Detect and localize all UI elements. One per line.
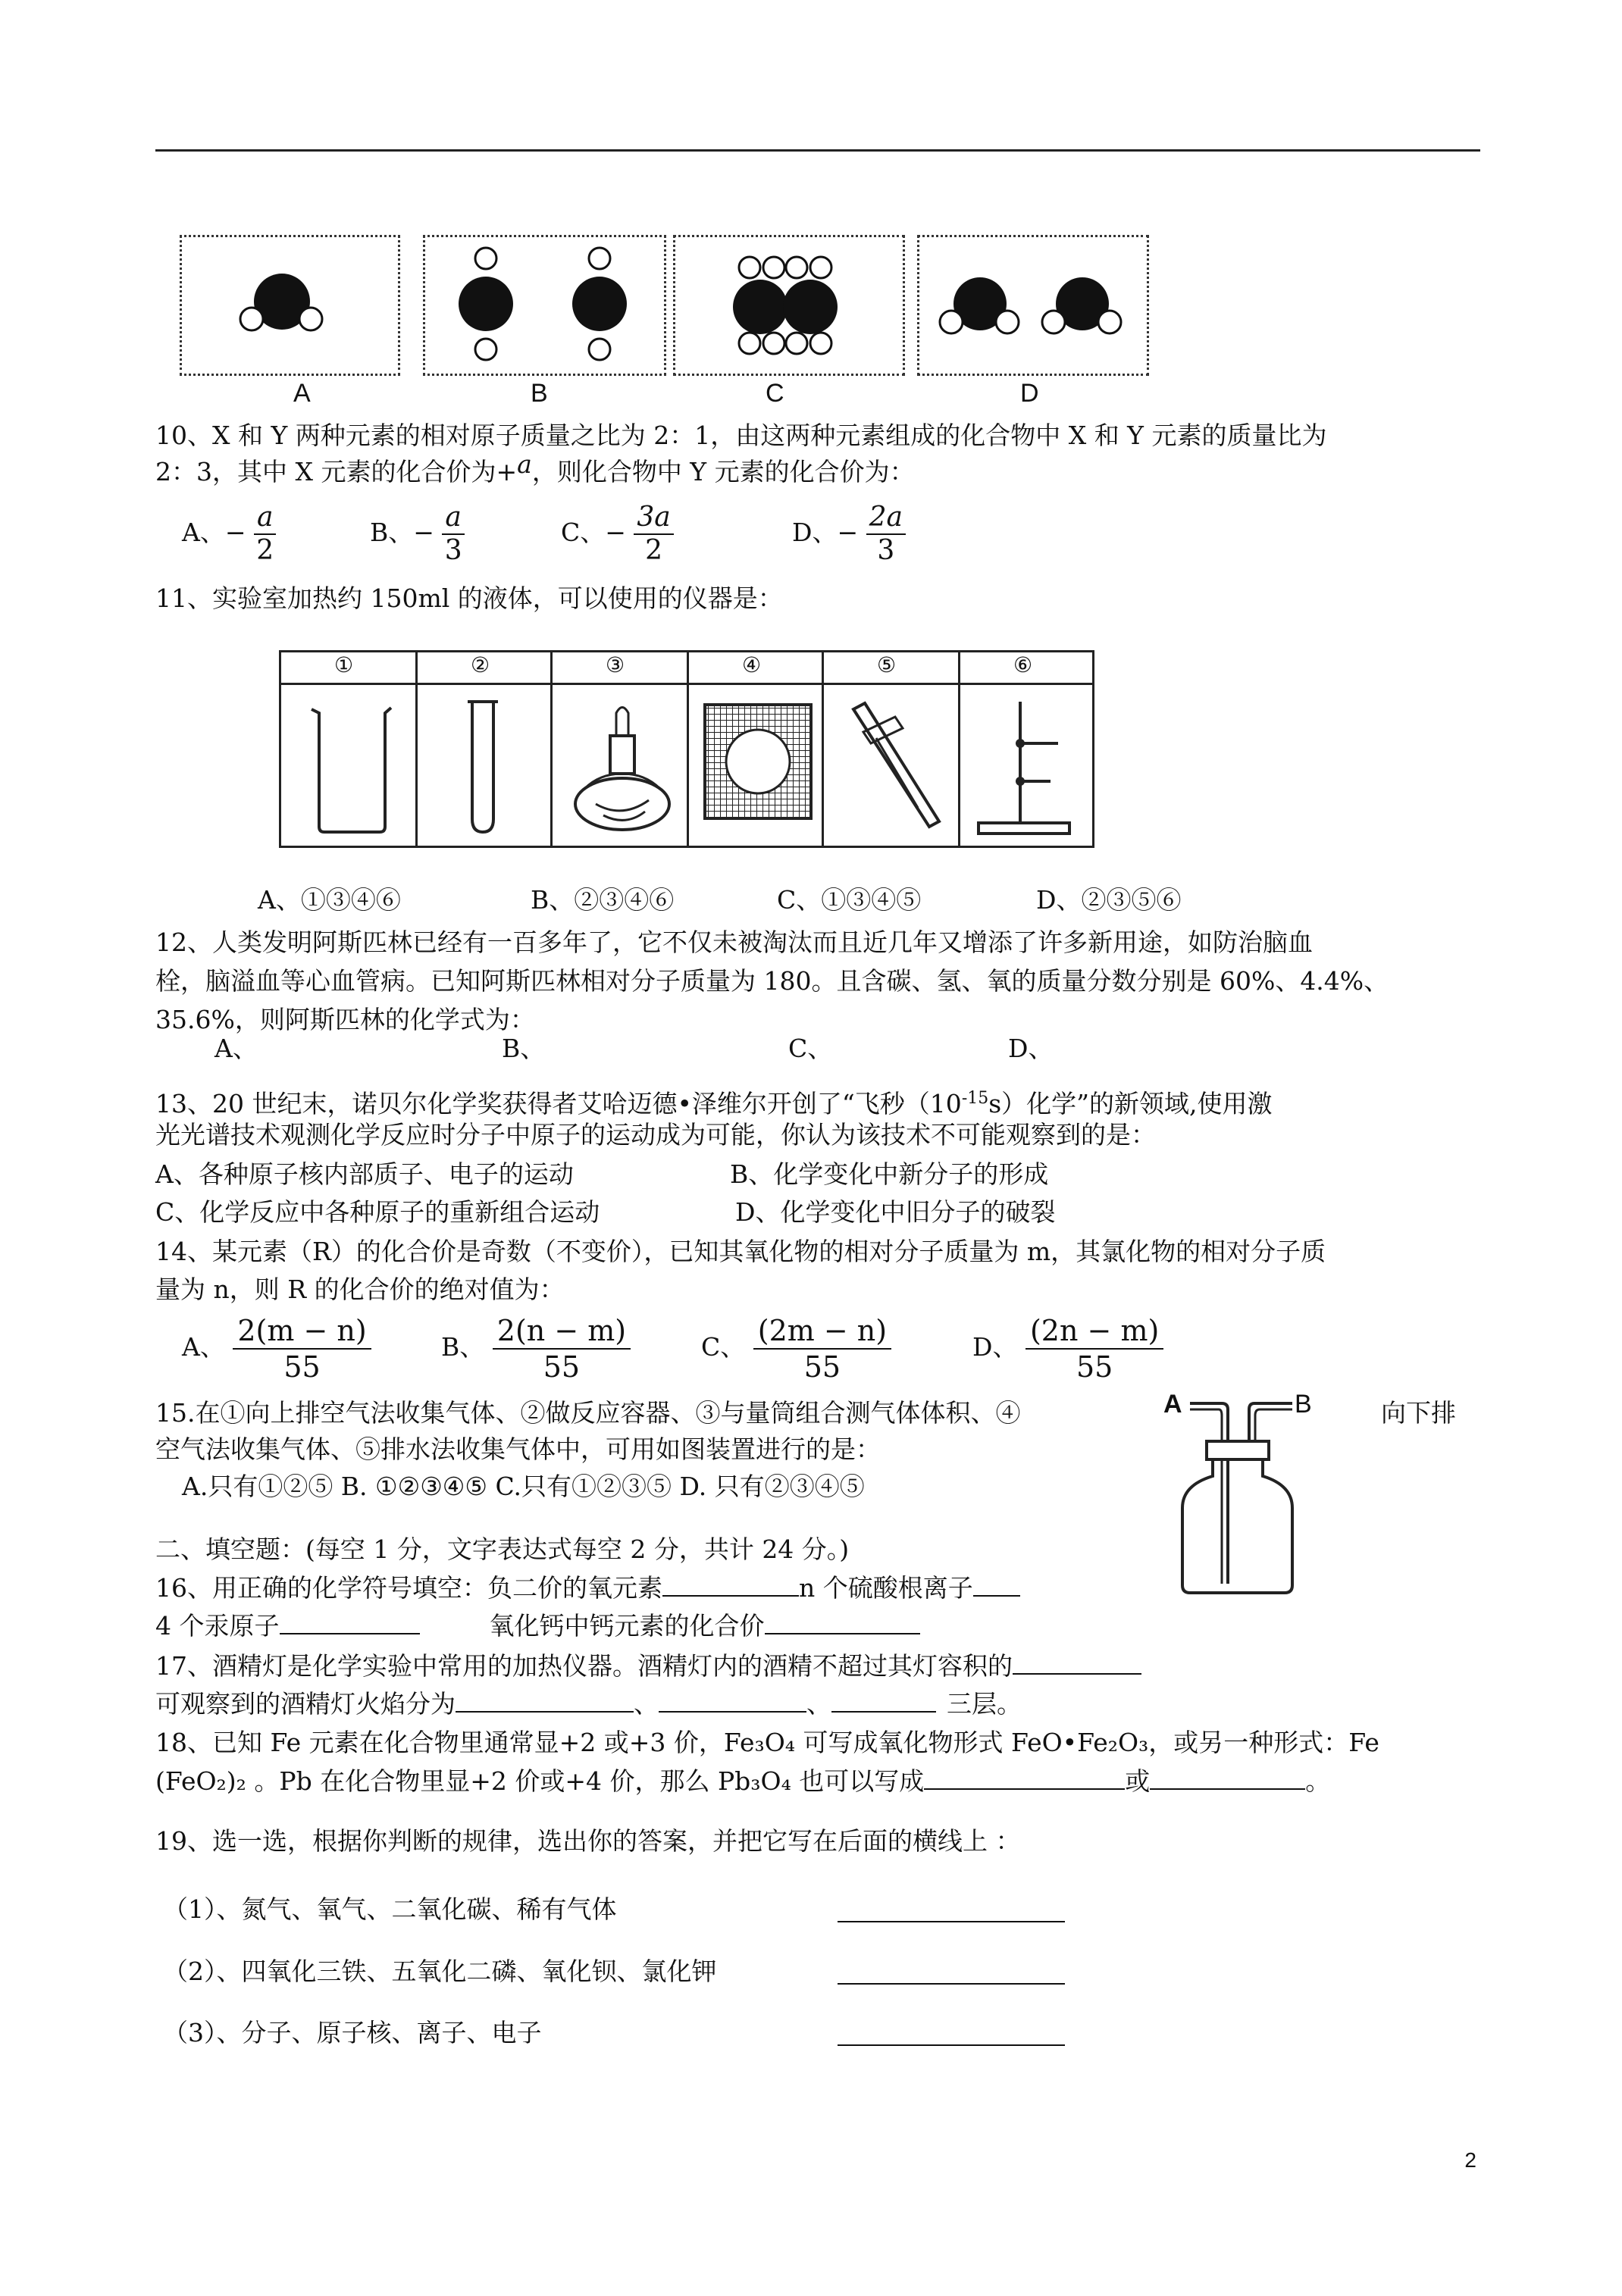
q16-blank-4[interactable] — [765, 1610, 920, 1634]
beaker-icon — [296, 694, 402, 838]
q13-option-c: C、化学反应中各种原子的重新组合运动 — [155, 1197, 600, 1227]
molecule-box-a — [180, 235, 400, 376]
q14-option-c-den: 55 — [803, 1350, 841, 1384]
apparatus-header-2: ② — [471, 652, 490, 677]
page-number: 2 — [1464, 2148, 1476, 2172]
q10-option-c-label: C、− — [561, 518, 626, 547]
apparatus-header-1: ① — [334, 652, 354, 677]
q10-option-a-label: A、− — [182, 518, 246, 547]
molecule-box-c — [673, 235, 905, 376]
test-tube-holder-icon — [834, 694, 956, 838]
section2-title: 二、填空题：(每空 1 分，文字表达式每空 2 分，共计 24 分。) — [155, 1534, 850, 1564]
q10-option-c — [561, 499, 674, 567]
q10-option-d — [792, 499, 906, 567]
q19-item-1: （1）、氮气、氧气、二氧化碳、稀有气体 — [163, 1894, 617, 1924]
q10-option-b-num: a — [442, 502, 464, 535]
q16-line2a: 4 个汞原子 — [155, 1611, 280, 1641]
q16-line1b: n 个硫酸根离子 — [799, 1573, 973, 1603]
q13-option-a: A、各种原子核内部质子、电子的运动 — [155, 1159, 574, 1189]
molecule-box-d — [917, 235, 1149, 376]
q13-option-d: D、化学变化中旧分子的破裂 — [735, 1197, 1056, 1227]
q16-blank-1[interactable] — [662, 1572, 799, 1597]
q14-option-d-fraction — [1025, 1313, 1163, 1384]
q14-line2: 量为 n，则 R 的化合价的绝对值为： — [155, 1275, 565, 1304]
q10-option-b — [370, 499, 465, 567]
q17-line2 — [155, 1688, 1022, 1719]
molecule-box-b — [423, 235, 666, 376]
q16-line2b: 氧化钙中钙元素的化合价 — [489, 1611, 765, 1641]
apparatus-header-3: ③ — [606, 652, 625, 677]
bottle-label-a: A — [1163, 1390, 1182, 1419]
q18-line2c: 。 — [1305, 1766, 1331, 1796]
molecule-b-icon — [425, 237, 664, 374]
q10-option-d-num: 2a — [866, 502, 906, 535]
molecule-c-icon — [675, 237, 903, 374]
q11-option-b: B、②③④⑥ — [531, 885, 675, 915]
q12-line1: 12、人类发明阿斯匹林已经有一百多年了，它不仅未被淘汰而且近几年又增添了许多新用途，如防治脑血 — [155, 927, 1313, 957]
q14-line1: 14、某元素（R）的化合价是奇数（不变价），已知其氧化物的相对分子质量为 m，其氯化物的相对分子质 — [155, 1237, 1326, 1266]
q10-option-a-den: 2 — [256, 535, 274, 566]
q18-line2b: 或 — [1125, 1766, 1151, 1796]
molecule-d-icon — [919, 237, 1147, 374]
q19-blank-2[interactable] — [838, 1960, 1065, 1985]
q10-option-a-num: a — [254, 502, 276, 535]
q15-line2: 空气法收集气体、⑤排水法收集气体中，可用如图装置进行的是： — [155, 1434, 881, 1464]
q10-line2b: ，则化合物中 Y 元素的化合价为： — [531, 457, 915, 486]
q10-line2a: 2：3，其中 X 元素的化合价为+ — [155, 457, 518, 486]
q11-option-d: D、②③⑤⑥ — [1036, 885, 1182, 915]
q16-blank-2[interactable] — [973, 1572, 1020, 1597]
q10-option-c-fraction — [634, 502, 673, 567]
test-tube-icon — [448, 694, 524, 838]
q17-line2a: 可观察到的酒精灯火焰分为 — [155, 1689, 456, 1719]
molecule-a-icon — [182, 237, 398, 374]
q17-line2-end: 三层。 — [947, 1689, 1022, 1719]
q16-line1 — [155, 1572, 1020, 1603]
q10-option-b-fraction — [442, 502, 464, 567]
q12-option-c: C、 — [788, 1034, 833, 1063]
apparatus-header-5: ⑤ — [877, 652, 897, 677]
molecule-label-a: A — [293, 379, 311, 408]
q18-line2a: (FeO₂)₂ 。Pb 在化合物里显+2 价或+4 价，那么 Pb₃O₄ 也可以写成 — [155, 1766, 925, 1796]
q19-item-3: （3）、分子、原子核、离子、电子 — [163, 2018, 542, 2047]
q19-item-2: （2）、四氧化三铁、五氧化二磷、氧化钡、氯化钾 — [163, 1957, 717, 1986]
q10-line1: 10、X 和 Y 两种元素的相对原子质量之比为 2：1，由这两种元素组成的化合物中 X 和 Y 元素的质量比为 — [155, 421, 1327, 450]
q18-blank-1[interactable] — [924, 1766, 1125, 1790]
q10-option-a — [182, 499, 276, 567]
q16-blank-3[interactable] — [280, 1610, 420, 1634]
q15-line1b: 向下排 — [1381, 1398, 1456, 1428]
q14-option-d — [972, 1309, 1163, 1385]
gas-bottle-figure — [1160, 1387, 1311, 1599]
wire-gauze-icon — [702, 702, 816, 823]
q17-blank-4[interactable] — [831, 1688, 936, 1713]
q10-option-c-num: 3a — [634, 502, 673, 535]
q14-option-c-num: (2m − n) — [753, 1313, 891, 1350]
gas-washing-bottle-icon — [1160, 1387, 1311, 1599]
q14-option-a-den: 55 — [283, 1350, 321, 1384]
q13-line1b: s）化学”的新领域,使用激 — [988, 1089, 1273, 1118]
q15-line1: 15.在①向上排空气法收集气体、②做反应容器、③与量筒组合测气体体积、④ — [155, 1398, 1021, 1428]
bottle-label-b: B — [1295, 1390, 1312, 1419]
iron-stand-icon — [967, 690, 1088, 842]
q14-option-a — [182, 1309, 371, 1385]
q14-option-c-label: C、 — [701, 1332, 746, 1362]
q10-option-b-den: 3 — [444, 535, 462, 566]
q14-option-b-den: 55 — [543, 1350, 581, 1384]
q14-option-d-label: D、 — [972, 1332, 1018, 1362]
q14-option-c-fraction — [753, 1313, 891, 1384]
apparatus-header-6: ⑥ — [1013, 652, 1033, 677]
q19-blank-1[interactable] — [838, 1898, 1065, 1922]
q17-blank-3[interactable] — [659, 1688, 806, 1713]
q19-text: 19、选一选，根据你判断的规律，选出你的答案，并把它写在后面的横线上 ： — [155, 1826, 1021, 1856]
q19-blank-3[interactable] — [838, 2022, 1065, 2046]
q16-line1a: 16、用正确的化学符号填空：负二价的氧元素 — [155, 1573, 662, 1603]
q17-line1-text: 17、酒精灯是化学实验中常用的加热仪器。酒精灯内的酒精不超过其灯容积的 — [155, 1651, 1013, 1681]
q11-option-a: A、①③④⑥ — [258, 885, 401, 915]
q10-option-a-fraction — [254, 502, 276, 567]
q17-sep-1: 、 — [634, 1689, 659, 1719]
q12-option-b: B、 — [502, 1034, 546, 1063]
header-rule — [155, 149, 1480, 152]
q17-blank-2[interactable] — [456, 1688, 634, 1713]
q18-blank-2[interactable] — [1150, 1766, 1305, 1790]
q16-line2 — [155, 1610, 920, 1641]
q12-option-a: A、 — [214, 1034, 258, 1063]
q14-option-b — [441, 1309, 631, 1385]
q10-option-b-label: B、− — [370, 518, 434, 547]
q10-option-d-den: 3 — [877, 535, 895, 566]
q14-option-b-num: 2(n − m) — [493, 1313, 631, 1350]
q17-sep-2: 、 — [806, 1689, 831, 1719]
apparatus-header-4: ④ — [742, 652, 762, 677]
q14-option-b-fraction — [493, 1313, 631, 1384]
q11-option-c: C、①③④⑤ — [777, 885, 922, 915]
q15-line3: A.只有①②⑤ B. ①②③④⑤ C.只有①②③⑤ D. 只有②③④⑤ — [182, 1472, 865, 1501]
q12-line2: 栓，脑溢血等心血管病。已知阿斯匹林相对分子质量为 180。且含碳、氢、氧的质量分数分别是 60%、4.4%、 — [155, 966, 1389, 996]
molecule-label-d: D — [1020, 379, 1039, 408]
q18-line2 — [155, 1766, 1330, 1797]
q13-line2: 光光谱技术观测化学反应时分子中原子的运动成为可能，你认为该技术不可能观察到的是： — [155, 1120, 1156, 1150]
q10-line2 — [155, 449, 915, 487]
q14-option-d-den: 55 — [1076, 1350, 1113, 1384]
q14-option-c — [701, 1309, 891, 1385]
q12-option-d: D、 — [1008, 1034, 1054, 1063]
q10-var: a — [517, 449, 532, 479]
q17-line1 — [155, 1650, 1141, 1681]
q10-option-d-label: D、− — [792, 518, 859, 547]
q14-option-b-label: B、 — [441, 1332, 485, 1362]
q13-line1-sup: -15 — [961, 1089, 989, 1108]
molecule-label-c: C — [766, 379, 784, 408]
q12-line3: 35.6%，则阿斯匹林的化学式为： — [155, 1005, 535, 1034]
q18-line1: 18、已知 Fe 元素在化合物里通常显+2 或+3 价，Fe₃O₄ 可写成氧化物形式 FeO•Fe₂O₃，或另一种形式：Fe — [155, 1728, 1379, 1757]
q13-line1 — [155, 1084, 1273, 1119]
q13-option-b: B、化学变化中新分子的形成 — [730, 1159, 1049, 1189]
alcohol-lamp-icon — [562, 690, 683, 842]
q14-option-d-num: (2n − m) — [1025, 1313, 1163, 1350]
molecule-label-b: B — [531, 379, 548, 408]
q14-option-a-label: A、 — [182, 1332, 225, 1362]
q14-option-a-fraction — [233, 1313, 371, 1384]
q10-option-d-fraction — [866, 502, 906, 567]
q14-option-a-num: 2(m − n) — [233, 1313, 371, 1350]
q10-option-c-den: 2 — [645, 535, 663, 566]
q17-blank-1[interactable] — [1013, 1650, 1141, 1675]
apparatus-table — [279, 650, 1094, 848]
q13-line1a: 13、20 世纪末，诺贝尔化学奖获得者艾哈迈德•泽维尔开创了“飞秒（10 — [155, 1089, 962, 1118]
q11-text: 11、实验室加热约 150ml 的液体，可以使用的仪器是： — [155, 583, 783, 613]
